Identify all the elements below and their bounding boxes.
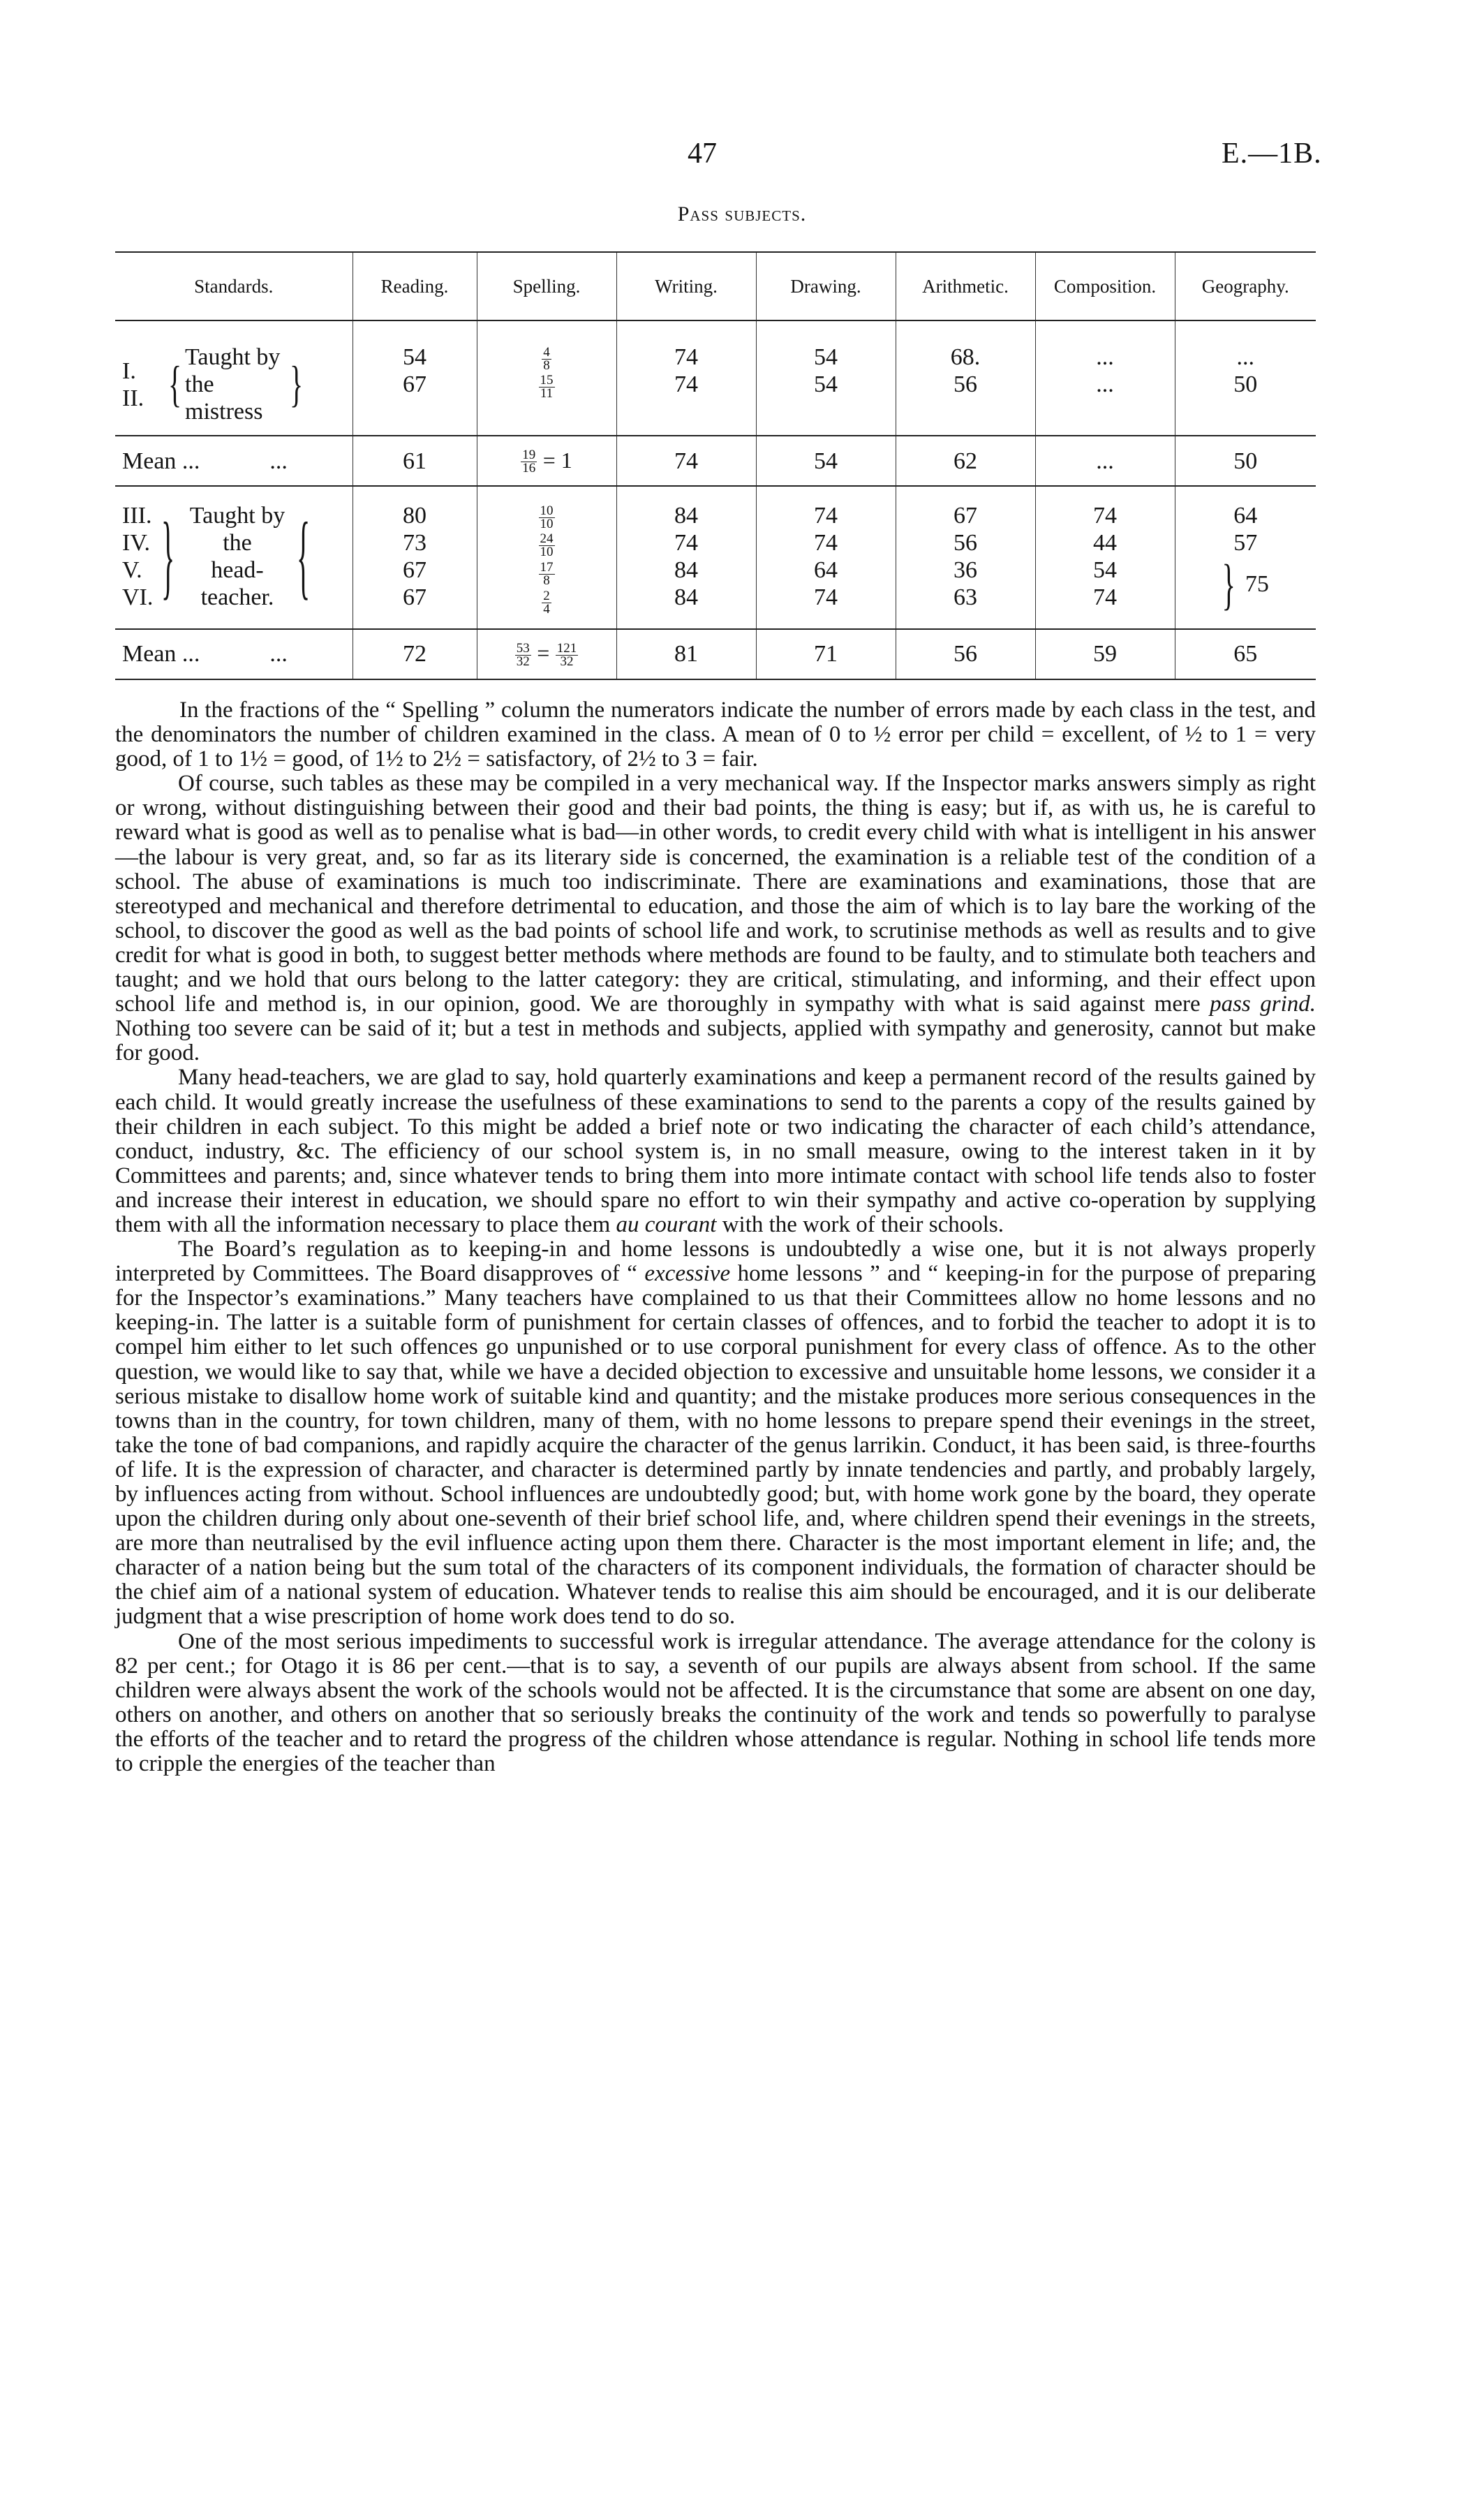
- composition-cell: ...: [1035, 436, 1175, 486]
- value: 84: [674, 557, 698, 583]
- writing-cell: [616, 320, 756, 436]
- value: 56: [954, 371, 977, 397]
- geography-combined: [1175, 552, 1316, 615]
- value: 67: [403, 371, 426, 397]
- drawing-cell: 71: [756, 629, 896, 679]
- value: 74: [1093, 503, 1117, 529]
- denominator: 4: [543, 601, 550, 617]
- value: 74: [814, 584, 838, 610]
- numerator: 2: [543, 588, 550, 603]
- value: 74: [674, 530, 698, 556]
- leader-dots: ...: [269, 448, 288, 474]
- drawing-cell: [756, 320, 896, 436]
- denominator: 32: [516, 654, 530, 670]
- mean-label: Mean ...: [122, 448, 200, 474]
- table-title-text: Pass subjects.: [677, 202, 807, 226]
- writing-cell: 81: [616, 629, 756, 679]
- standard-label: V.: [122, 557, 142, 583]
- paragraph-attendance: One of the most serious impediments to successful work is irregular attendance. The average attendance for the colony is 82 per cent.; for Otago it is 86 per cent.—that is to say, a seventh of our pupils are always absent from school. If the same children were always absent the work of the schools would not be affected. It is the circumstance that some are absent on one day, others on another, and others on another that so seriously breaks the continuity of the work and tends so powerfully to paralyse the efforts of the teacher and to retard the progress of the children whose attendance is regular. Nothing in school life tends more to cripple the energies of the teacher than: [115, 1628, 1316, 1777]
- denominator: 11: [540, 386, 554, 401]
- teacher-label: head-: [211, 557, 264, 583]
- value: 54: [814, 344, 838, 370]
- standard-label: IV.: [122, 530, 150, 556]
- standard-label: I.: [122, 357, 136, 384]
- col-header-standards: Standards.: [115, 252, 353, 320]
- standard-label: III.: [122, 503, 152, 529]
- table-row-group-head-teacher: [115, 486, 1316, 629]
- spelling-fraction: [542, 346, 551, 372]
- value: 67: [403, 557, 426, 583]
- col-header-arithmetic: Arithmetic.: [896, 252, 1035, 320]
- composition-cell: [1035, 320, 1175, 436]
- numerator: 19: [522, 448, 536, 463]
- text-run: Many head-teachers, we are glad to say, hold quarterly examinations and keep a permanent record of the results gained by each child. It would greatly increase the usefulness of these examinations to send to the parents a copy of the results gained by their children in each subject. To this might be added a brief note or two indicating the character of each child’s attendance, conduct, industry, &c. The efficiency of our school system is, in no small measure, owing to the interest taken in it by Committees and parents; and, since whatever tends to bring them into more intimate contact with school life tends also to foster and increase their interest in education, we should spare no effort to win their sympathy and active co-operation by supplying them with all the information necessary to place them: [115, 1065, 1316, 1237]
- spelling-cell: [477, 486, 616, 629]
- paragraph-home-lessons: [115, 1237, 1316, 1630]
- writing-cell: [616, 486, 756, 629]
- spelling-fraction: [539, 533, 555, 559]
- value: 74: [674, 344, 698, 370]
- right-brace: {: [297, 502, 311, 609]
- writing-cell: 74: [616, 436, 756, 486]
- col-header-composition: Composition.: [1035, 252, 1175, 320]
- standard-label: VI.: [122, 584, 154, 610]
- italic-text: au courant: [616, 1211, 717, 1237]
- value: 80: [403, 503, 426, 529]
- teacher-label: Taught by: [185, 344, 281, 370]
- reading-cell: 61: [353, 436, 477, 486]
- numerator: 17: [540, 560, 554, 575]
- paragraph-examinations: [115, 772, 1316, 1065]
- geography-cell: [1175, 320, 1316, 436]
- equals-sign: =: [537, 640, 550, 666]
- composition-cell: [1035, 486, 1175, 629]
- reading-cell: 72: [353, 629, 477, 679]
- teacher-label: teacher.: [200, 584, 274, 610]
- value: ...: [1096, 371, 1114, 397]
- equals-value: = 1: [542, 447, 572, 473]
- numerator: 15: [540, 373, 554, 388]
- reading-cell: [353, 486, 477, 629]
- value: 50: [1233, 371, 1258, 397]
- mean-label: Mean ...: [122, 641, 200, 668]
- denominator: 8: [543, 573, 550, 589]
- spelling-cell: [477, 436, 616, 486]
- value: 67: [954, 503, 977, 529]
- denominator: 10: [540, 545, 554, 560]
- spelling-fraction: [539, 505, 555, 531]
- col-header-drawing: Drawing.: [756, 252, 896, 320]
- value: 64: [814, 557, 838, 583]
- mean-label-cell: [115, 629, 353, 679]
- value: 54: [403, 344, 426, 370]
- value: 74: [814, 530, 838, 556]
- value: 54: [1093, 557, 1117, 583]
- spelling-fraction: [539, 561, 555, 587]
- numerator: 53: [516, 641, 530, 656]
- numerator: 24: [540, 531, 554, 547]
- spelling-fraction: [556, 642, 579, 668]
- drawing-cell: 54: [756, 436, 896, 486]
- body-text: [115, 698, 1316, 1776]
- composition-cell: 59: [1035, 629, 1175, 679]
- left-brace: }: [161, 502, 175, 609]
- arithmetic-cell: 62: [896, 436, 1035, 486]
- paragraph-quarterly-exams: [115, 1065, 1316, 1237]
- value: 56: [954, 530, 977, 556]
- col-header-writing: Writing.: [616, 252, 756, 320]
- spelling-fraction: [542, 590, 551, 616]
- value: 73: [403, 530, 426, 556]
- spelling-fraction: [515, 642, 531, 668]
- value: 74: [674, 371, 698, 397]
- spelling-cell: [477, 320, 616, 436]
- leader-dots: ...: [269, 641, 288, 668]
- value: 74: [1093, 584, 1117, 610]
- denominator: 32: [560, 654, 574, 670]
- arithmetic-cell: [896, 320, 1035, 436]
- value: 74: [814, 503, 838, 529]
- italic-text: pass grind.: [1210, 991, 1316, 1017]
- paragraph-spelling-note: In the fractions of the “ Spelling ” column the numerators indicate the number of errors made by each class in the test, and the denominators the number of children examined in the class. A mean of 0 to ½ error per child = excellent, of ½ to 1 = very good, of 1 to 1½ = good, of 1½ to 2½ = satisfactory, of 2½ to 3 = fair.: [115, 698, 1316, 772]
- value: 84: [674, 503, 698, 529]
- left-brace: {: [168, 355, 182, 412]
- mean-label-cell: [115, 436, 353, 486]
- text-run: Nothing too severe can be said of it; but a test in methods and subjects, applied with sympathy and generosity, cannot but make for good.: [115, 1016, 1316, 1066]
- spelling-cell: [477, 629, 616, 679]
- reading-cell: [353, 320, 477, 436]
- table-row-group-mistress: [115, 320, 1316, 436]
- table-title: [0, 202, 1484, 226]
- value: ...: [1096, 344, 1114, 370]
- value: 67: [403, 584, 426, 610]
- col-header-spelling: Spelling.: [477, 252, 616, 320]
- value: 75: [1245, 570, 1269, 597]
- value: 44: [1093, 530, 1117, 556]
- spelling-fraction: [521, 449, 537, 475]
- denominator: 16: [522, 461, 536, 476]
- text-run: The Board’s regulation as to keeping-in and home lessons is undoubtedly a wise one, but it is not always properly interpreted by Committees. The Board disapproves of “: [115, 1237, 1316, 1287]
- value: 36: [954, 557, 977, 583]
- numerator: 10: [540, 503, 554, 518]
- italic-text: excessive: [644, 1261, 731, 1287]
- right-brace: }: [290, 355, 304, 412]
- spelling-fraction: [539, 374, 555, 400]
- value: 57: [1233, 530, 1258, 556]
- right-brace: }: [1222, 552, 1236, 615]
- series-reference: E.—1B.: [1222, 138, 1322, 170]
- standards-cell: [115, 486, 353, 629]
- value: 84: [674, 584, 698, 610]
- text-run: Of course, such tables as these may be compiled in a very mechanical way. If the Inspector marks answers simply as right or wrong, without distinguishing between their good and their bad points, the thing is easy; but if, as with us, he is careful to reward what is good as well as to penalise what is bad—in other words, to credit every child with what is intelligent in his answer—the labour is very great, and, so far as its literary side is concerned, the examination is a reliable test of the condition of a school. The abuse of examinations is much too indiscriminate. There are examinations and examinations, those that are stereotyped and mechanical and therefore detrimental to education, and those the aim of which is to lay bare the working of the school, to discover the good as well as the bad points of school life and work, to scrutinise methods as well as results and to give credit for what is good in both, to suggest better methods where methods are found to be faulty, and to stimulate both teachers and taught; and we hold that ours belong to the latter category: they are critical, stimulating, and informing, and their effect upon school life and method is, in our opinion, good. We are thoroughly in sympathy with what is said against mere: [115, 771, 1316, 1017]
- text-run: home lessons ” and “ keeping-in for the purpose of preparing for the Inspector’s examinations.” Many teachers have complained to us that their Committees allow no home lessons and no keeping-in. The latter is a suitable form of punishment for certain classes of offences, and to forbid the teacher to adopt it is to compel him either to let such offences go unpunished or to use corporal punishment for every class of offence. As to the other question, we would like to say that, while we have a decided objection to excessive and unsuitable home lessons, we consider it a serious mistake to disallow home work of suitable kind and quantity; and the mistake produces more serious consequences in the towns than in the country, for town children, many of them, with no home lessons to prepare spend their evenings in the street, take the tone of bad companions, and rapidly acquire the character of the genus larrikin. Conduct, it has been said, is three-fourths of life. It is the expression of character, and character is determined partly by innate tendencies and partly, and probably largely, by influences acting from without. School influences are undoubtedly good; but, with home work gone by the board, they operate upon the children during only about one-seventh of their brief school life, and, where children spend their evenings in the streets, are more than neutralised by the evil influence acting upon them there. Character is the most important element in life; and, the character of a nation being but the sum total of the characters of its component individuals, the formation of character should be the chief aim of a national system of education. Whatever tends to realise this aim should be encouraged, and it is our deliberate judgment that a wise prescription of home work does tend to do so.: [115, 1261, 1316, 1630]
- geography-cell: 65: [1175, 629, 1316, 679]
- value: 54: [814, 371, 838, 397]
- page-number: 47: [688, 138, 717, 170]
- table-row-mean-head-teacher: [115, 629, 1316, 679]
- denominator: 10: [540, 516, 554, 531]
- col-header-geography: Geography.: [1175, 252, 1316, 320]
- pass-subjects-table: [115, 251, 1316, 680]
- standard-label: II.: [122, 385, 144, 411]
- value: 68.: [950, 344, 981, 370]
- text-run: with the work of their schools.: [716, 1211, 1004, 1237]
- teacher-label: the: [223, 530, 252, 556]
- value: 63: [954, 584, 977, 610]
- numerator: 4: [543, 344, 550, 360]
- geography-cell: [1175, 486, 1316, 629]
- drawing-cell: [756, 486, 896, 629]
- numerator: 121: [556, 641, 577, 656]
- arithmetic-cell: [896, 486, 1035, 629]
- col-header-reading: Reading.: [353, 252, 477, 320]
- geography-cell: 50: [1175, 436, 1316, 486]
- value: 64: [1233, 503, 1258, 529]
- teacher-label: the mistress: [185, 371, 263, 425]
- table-header-row: [115, 252, 1316, 320]
- denominator: 8: [543, 357, 550, 373]
- table-row-mean-mistress: [115, 436, 1316, 486]
- arithmetic-cell: 56: [896, 629, 1035, 679]
- teacher-label: Taught by: [189, 503, 285, 529]
- standards-cell: [115, 320, 353, 436]
- value: ...: [1236, 344, 1254, 370]
